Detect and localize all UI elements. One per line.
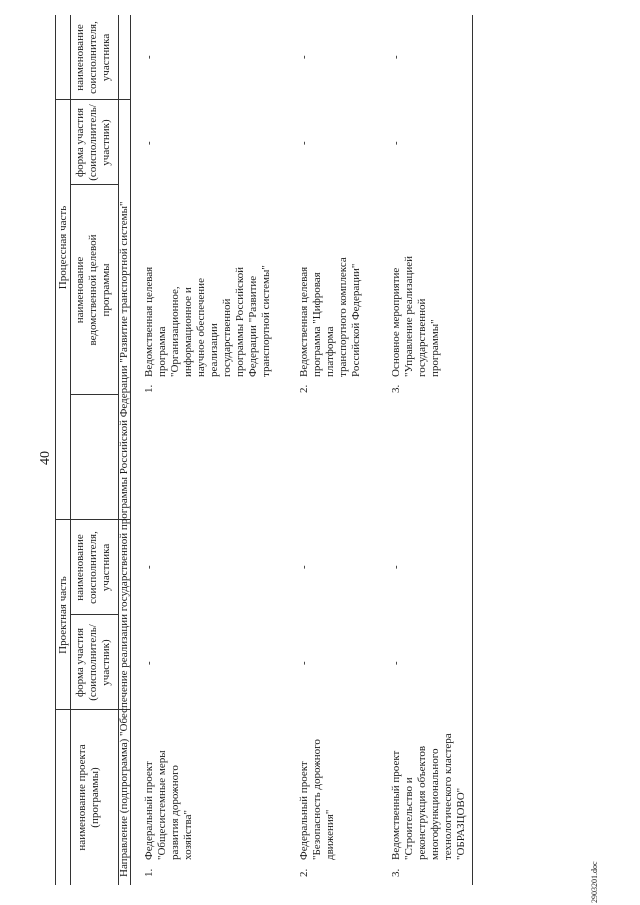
row-2-form: - (298, 661, 310, 665)
document-reference: 2903201.doc (590, 861, 599, 903)
row-2-coexecutor: - (298, 565, 310, 569)
row-1-process-form: - (143, 141, 155, 145)
header-divider (70, 15, 71, 885)
row-3-process-number: 3. (390, 384, 402, 393)
row-1-number: 1. (143, 868, 155, 877)
row-3-process-coexecutor: - (390, 55, 402, 59)
row-1-coexecutor: - (143, 565, 155, 569)
row-2-process-coexecutor: - (298, 55, 310, 59)
row-3-number: 3. (390, 868, 402, 877)
row-2-process-form: - (298, 141, 310, 145)
row-1-form: - (143, 661, 155, 665)
row-3-form: - (390, 661, 402, 665)
page-number: 40 (38, 451, 53, 465)
row-1-process-coexecutor: - (143, 55, 155, 59)
row-3-coexecutor: - (390, 565, 402, 569)
row-1-process-number: 1. (143, 384, 155, 393)
rotated-landscape-page: 40 Проектная часть Процессная часть наименование проекта (программы) форма участия (соисполнитель/ участник) наименование соисполнителя, участника наименование ведомственной целевой программы форма участия (соисполнитель/ участник) наименование соисполнителя, участника Направление (подпрограмма) "Обеспечение реализации государственной программы Российской Федерации "Развитие транспортной системы" 1. Федеральный проект "Общесистемные меры развития дорожного хозяйства" - - 1. Ведомственная целевая программа "Организационное, информационное и научное обеспечение реализации государственной программы Российской Федерации "Развитие транспортной системы" - - 2. Федеральный проект "Безопасность дорожного движения" - - 2. Ведомственная целевая программа "Цифровая платформа транспортного комплекса Российской Федерации" - - 3. Ведомственный проект "Строительство и реконструкция объектов многофункционального технологического кластера "ОБРАЗЦОВО" - - 3. Основное мероприятие "Управление реализацией государственной программы" - - 2903201.doc (0, 0, 640, 905)
table-border-bottom (472, 15, 473, 885)
header-project-part: Проектная часть (57, 576, 69, 654)
row-3-process-form: - (390, 141, 402, 145)
direction-row: Направление (подпрограмма) "Обеспечение реализации государственной программы Российской Федерации "Развитие транспортной системы" (118, 201, 130, 877)
row-2-number: 2. (298, 868, 310, 877)
row-2-process-number: 2. (298, 384, 310, 393)
table-border-top (55, 15, 56, 885)
header-process-part: Процессная часть (57, 205, 69, 290)
